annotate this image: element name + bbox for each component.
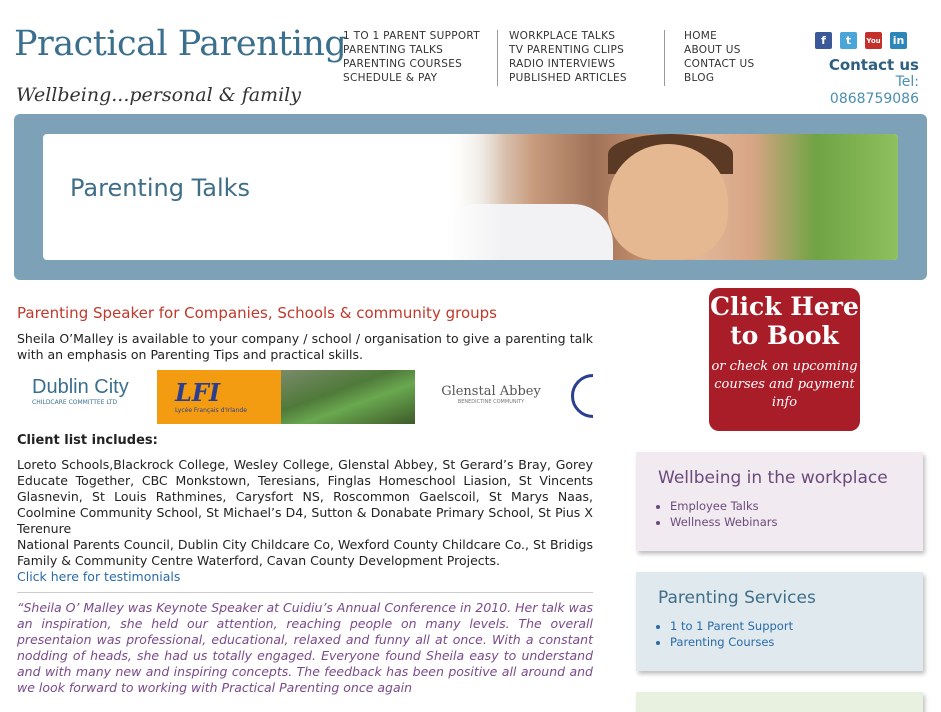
youtube-icon[interactable]: You (865, 32, 882, 49)
parenting-courses-link[interactable]: • Parenting Courses (670, 634, 923, 650)
client-list-schools: Loreto Schools,Blackrock College, Wesley College, Glenstal Abbey, St Gerard’s Bray, Gorey Educate Together, CBC Monkstown, Teresians, Finglas Homeschool Liasion, St Vincents Glasnevin, St Louis Rathmines, Carysfort NS, Roscommon Gaelscoil, St Marys Naas, Coolmine Community School, St Michael’s D4, Sutton & Donabate Primary School, St Pius X Terenure (17, 457, 593, 536)
nav-link-workplace-talks[interactable]: WORKPLACE TALKS (509, 30, 616, 42)
nav-link-parenting-courses[interactable]: PARENTING COURSES (343, 58, 463, 70)
school-aerial-photo (281, 370, 415, 424)
sidebar-box-partial (636, 692, 923, 712)
nav-column-site (684, 29, 754, 85)
contact-us-link[interactable]: Contact us (828, 56, 919, 74)
nav-column-media (509, 29, 627, 85)
linkedin-icon[interactable]: in (890, 32, 907, 49)
tel-label: Tel: (895, 74, 919, 90)
section-heading: Parenting Speaker for Companies, Schools & community groups (17, 304, 497, 322)
wellness-webinars-link[interactable]: • Wellness Webinars (670, 514, 923, 530)
parenting-services-box (636, 572, 923, 671)
book-button-label: Click Here to Book (710, 292, 859, 350)
client-list-organisations: National Parents Council, Dublin City Childcare Co, Wexford County Childcare Co., St Bridigs Family & Community Centre Waterford, Cavan County Development Projects. (17, 537, 593, 568)
crest-logo (571, 374, 593, 418)
wellbeing-box-title: Wellbeing in the workplace (658, 468, 888, 488)
social-links (815, 32, 907, 49)
site-logo[interactable]: Practical Parenting (14, 24, 347, 64)
employee-talks-link[interactable]: • Employee Talks (670, 498, 923, 514)
client-list-heading: Client list includes: (17, 433, 158, 448)
nav-link-published-articles[interactable]: PUBLISHED ARTICLES (509, 72, 627, 84)
client-logos-strip (17, 370, 593, 425)
testimonial-quote: “Sheila O’ Malley was Keynote Speaker at Cuidiu’s Annual Conference in 2010. Her talk was an inspiration, she held our attention, reaching people on many levels. The overall presentaion was professional, educational, relaxed and funny all at once. With a constant nodding of heads, she had us totally engaged. Everyone found Sheila easy to understand and with many new and inspiring concepts. The feedback has been positive all around and we look forward to working with Practical Parenting once again (17, 600, 593, 695)
nav-link-1to1-parent-support[interactable]: 1 TO 1 PARENT SUPPORT (343, 30, 480, 42)
dublin-city-logo: Dublin City CHILDCARE COMMITTEE LTD (32, 376, 129, 406)
nav-link-blog[interactable]: BLOG (684, 72, 715, 84)
nav-link-radio-interviews[interactable]: RADIO INTERVIEWS (509, 58, 616, 70)
father-son-photo (443, 134, 898, 260)
page-title: Parenting Talks (70, 174, 251, 202)
nav-link-tv-clips[interactable]: TV PARENTING CLIPS (509, 44, 625, 56)
nav-link-schedule-pay[interactable]: SCHEDULE & PAY (343, 72, 438, 84)
nav-link-contact-us[interactable]: CONTACT US (684, 58, 755, 70)
banner-panel (43, 134, 898, 260)
site-tagline: Wellbeing...personal & family (16, 84, 301, 106)
page-banner (14, 114, 927, 280)
book-button-sublabel: or check on upcoming courses and payment info (711, 359, 858, 410)
wellbeing-workplace-box (636, 452, 923, 551)
nav-column-services (343, 29, 480, 85)
divider (17, 592, 593, 593)
testimonials-link[interactable]: Click here for testimonials (17, 569, 181, 584)
click-to-book-button[interactable] (709, 288, 860, 431)
glenstal-abbey-logo: Glenstal Abbey BENEDICTINE COMMUNITY (441, 384, 541, 405)
contact-block (829, 56, 919, 108)
intro-text: Sheila O’Malley is available to your company / school / organisation to give a parenting talk with an emphasis on Parenting Tips and practical skills. (17, 331, 593, 362)
nav-link-parenting-talks[interactable]: PARENTING TALKS (343, 44, 444, 56)
nav-divider (664, 30, 665, 86)
twitter-icon[interactable]: t (840, 32, 857, 49)
nav-link-about-us[interactable]: ABOUT US (684, 44, 741, 56)
client-list (17, 457, 593, 585)
lfi-logo: LFI Lycée Français d'Irlande (157, 370, 281, 424)
parent-support-link[interactable]: • 1 to 1 Parent Support (670, 618, 923, 634)
nav-link-home[interactable]: HOME (684, 30, 718, 42)
parenting-services-title: Parenting Services (658, 588, 816, 608)
facebook-icon[interactable]: f (815, 32, 832, 49)
nav-divider (497, 30, 498, 86)
phone-number[interactable]: 0868759086 (829, 91, 919, 107)
